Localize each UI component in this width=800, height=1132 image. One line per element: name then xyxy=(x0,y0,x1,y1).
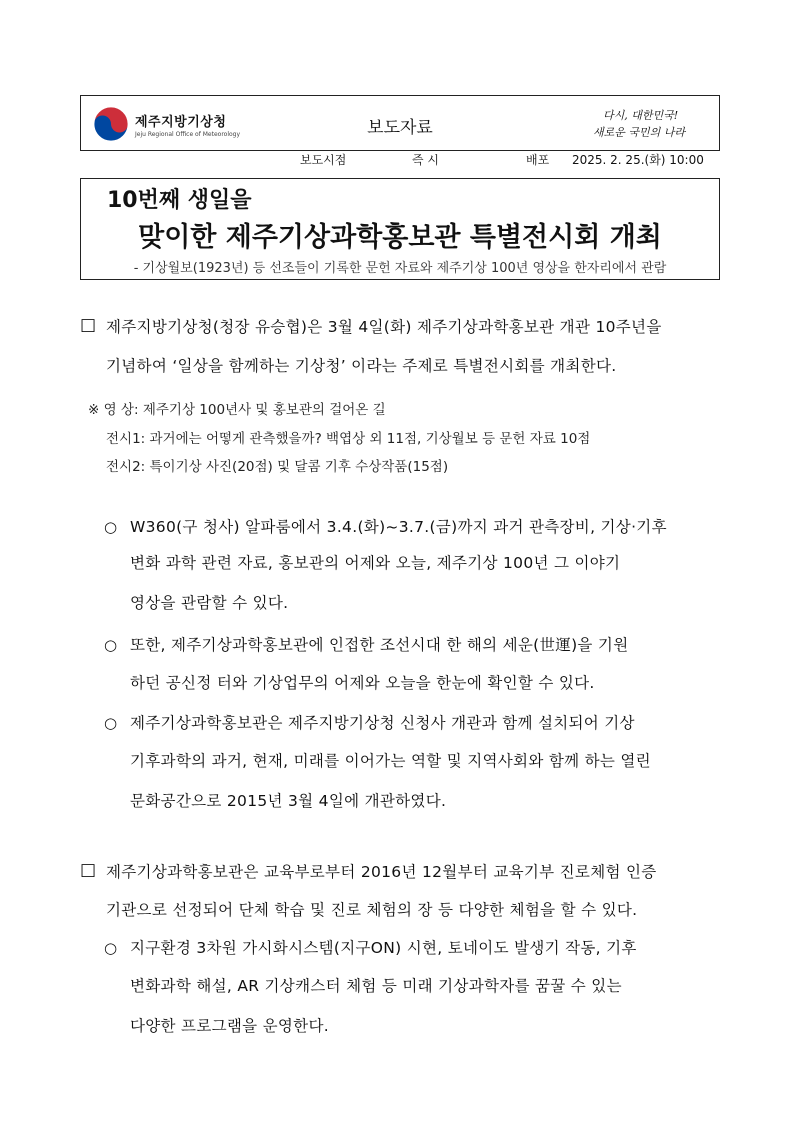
c1-line2: 변화 과학 관련 자료, 홍보관의 어제와 오늘, 제주기상 100년 그 이야기 xyxy=(130,554,621,572)
circle-bullet: ○ xyxy=(104,939,118,957)
title-line1: 10번째 생일을 xyxy=(107,188,252,213)
circle-bullet: ○ xyxy=(104,714,118,732)
p1-line1: 제주지방기상청(청장 유승협)은 3월 4일(화) 제주기상과학홍보관 개관 10주년을 xyxy=(106,318,662,336)
c3-line1: 제주기상과학홍보관은 제주지방기상청 신청사 개관과 함께 설치되어 기상 xyxy=(130,714,635,732)
agency-name-en: Jeju Regional Office of Meteorology xyxy=(135,130,241,138)
p2-line2: 기관으로 선정되어 단체 학습 및 진로 체험의 장 등 다양한 체험을 할 수 있다. xyxy=(106,901,638,919)
c3-line2: 기후과학의 과거, 현재, 미래를 이어가는 역할 및 지역사회와 함께 하는 열린 xyxy=(130,752,651,770)
c2-line2: 하던 공신정 터와 기상업무의 어제와 오늘을 한눈에 확인할 수 있다. xyxy=(130,674,595,692)
subtitle: - 기상월보(1923년) 등 선조들이 기록한 문헌 자료와 제주기상 100년 영상을 한자리에서 관람 xyxy=(133,261,667,276)
distribution-value: 2025. 2. 25.(화) 10:00 xyxy=(572,153,704,167)
circle-bullet: ○ xyxy=(104,636,118,654)
release-value: 즉 시 xyxy=(412,153,439,167)
government-slogan xyxy=(581,104,701,144)
p2-line1: 제주기상과학홍보관은 교육부로부터 2016년 12월부터 교육기부 진로체험 인증 xyxy=(106,863,657,881)
note-line2: 전시1: 과거에는 어떻게 관측했을까? 백엽상 외 11점, 기상월보 등 문헌 자료 10점 xyxy=(106,431,591,447)
c1-line3: 영상을 관람할 수 있다. xyxy=(130,594,289,612)
note-line1: ※ 영 상: 제주기상 100년사 및 홍보관의 걸어온 길 xyxy=(88,402,386,418)
square-bullet: □ xyxy=(80,860,97,880)
document-type: 보도자료 xyxy=(367,118,433,138)
c1-line1: W360(구 청사) 알파룸에서 3.4.(화)~3.7.(금)까지 과거 관측장비, 기상·기후 xyxy=(130,518,667,536)
circle-bullet: ○ xyxy=(104,518,118,536)
c3-line3: 문화공간으로 2015년 3월 4일에 개관하였다. xyxy=(130,792,447,810)
c4-line3: 다양한 프로그램을 운영한다. xyxy=(130,1017,329,1035)
distribution-label: 배포 xyxy=(526,153,550,167)
p1-line2: 기념하여 ‘일상을 함께하는 기상청’ 이라는 주제로 특별전시회를 개최한다. xyxy=(106,357,617,375)
slogan-line2: 새로운 국민의 나라 xyxy=(593,126,686,139)
c4-line1: 지구환경 3차원 가시화시스템(지구ON) 시현, 토네이도 발생기 작동, 기후 xyxy=(130,939,637,957)
c4-line2: 변화과학 해설, AR 기상캐스터 체험 등 미래 기상과학자를 꿈꿀 수 있는 xyxy=(130,977,622,995)
note-line3: 전시2: 특이기상 사진(20점) 및 달콤 기후 수상작품(15점) xyxy=(106,459,449,475)
title-line2: 맞이한 제주기상과학홍보관 특별전시회 개최 xyxy=(138,222,662,253)
slogan-line1: 다시, 대한민국! xyxy=(603,109,679,122)
press-header xyxy=(80,95,720,151)
c2-line1: 또한, 제주기상과학홍보관에 인접한 조선시대 한 해의 세운(世運)을 기원 xyxy=(130,636,629,654)
release-label: 보도시점 xyxy=(300,153,347,167)
agency-name: 제주지방기상청 xyxy=(135,114,227,130)
title-box xyxy=(80,178,720,280)
square-bullet: □ xyxy=(80,315,97,335)
